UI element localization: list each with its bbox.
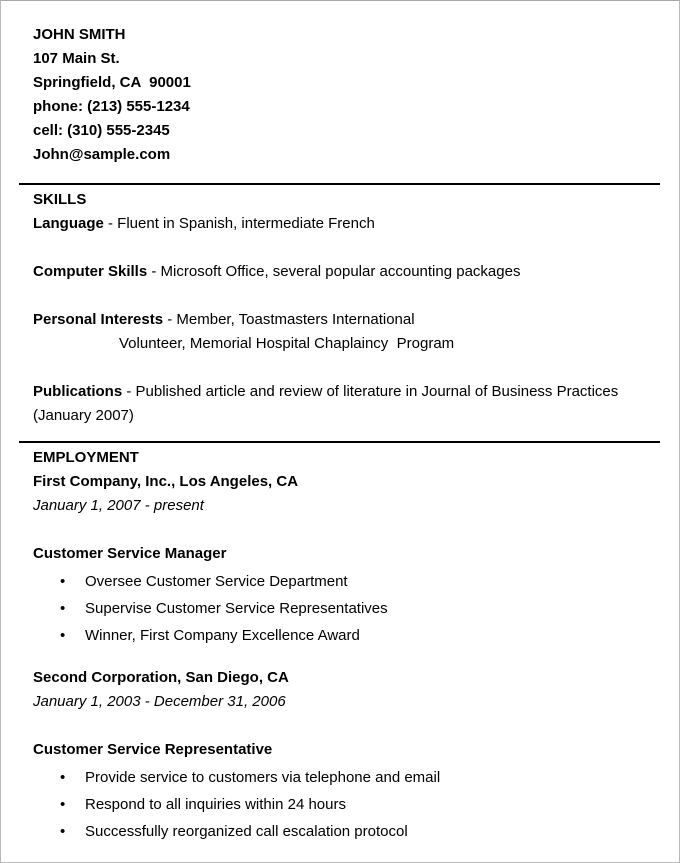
job-dates: January 1, 2007 - present (33, 497, 204, 514)
job-duties-list (33, 766, 659, 844)
job-duties-list (33, 570, 659, 648)
section-divider (19, 183, 660, 185)
skill-item-language (33, 212, 659, 236)
skill-extra-line: Volunteer, Memorial Hospital Chaplaincy Program (119, 335, 455, 352)
cell-line: cell: (310) 555-2345 (33, 122, 170, 139)
section-divider (19, 441, 660, 443)
email-line: John@sample.com (33, 146, 171, 163)
job-duty: • Successfully reorganized call escalation protocol (33, 820, 659, 844)
job-entry (33, 666, 659, 844)
job-dates: January 1, 2003 - December 31, 2006 (33, 693, 286, 710)
employment-section (33, 446, 659, 844)
job-entry (33, 470, 659, 648)
skills-heading: SKILLS (33, 191, 87, 208)
contact-header (33, 23, 659, 167)
job-duty: • Winner, First Company Excellence Award (33, 624, 659, 648)
candidate-name: JOHN SMITH (33, 26, 126, 43)
job-duty: • Respond to all inquiries within 24 hours (33, 793, 659, 817)
job-duty: • Provide service to customers via telephone and email (33, 766, 659, 790)
skill-item-interests (33, 308, 659, 356)
employment-heading: EMPLOYMENT (33, 449, 139, 466)
skill-text: - Microsoft Office, several popular accounting packages (147, 263, 521, 280)
phone-line: phone: (213) 555-1234 (33, 98, 190, 115)
skill-label: Computer Skills (33, 263, 148, 280)
job-company: Second Corporation, San Diego, CA (33, 669, 289, 686)
job-title: Customer Service Manager (33, 545, 227, 562)
address-city-state-zip: Springfield, CA 90001 (33, 74, 191, 91)
skill-label: Language (33, 215, 104, 232)
skill-label: Personal Interests (33, 311, 164, 328)
skill-item-computer (33, 260, 659, 284)
address-street: 107 Main St. (33, 50, 120, 67)
job-company: First Company, Inc., Los Angeles, CA (33, 473, 299, 490)
skill-item-publications (33, 380, 659, 428)
skill-text: - Published article and review of literature in Journal of Business Practices (January 2007) (33, 383, 623, 424)
skill-label: Publications (33, 383, 123, 400)
job-duty: • Oversee Customer Service Department (33, 570, 659, 594)
skill-text: - Fluent in Spanish, intermediate French (103, 215, 375, 232)
skill-text: - Member, Toastmasters International (163, 311, 415, 328)
job-duty: • Supervise Customer Service Representatives (33, 597, 659, 621)
skills-section (33, 188, 659, 428)
job-title: Customer Service Representative (33, 741, 273, 758)
